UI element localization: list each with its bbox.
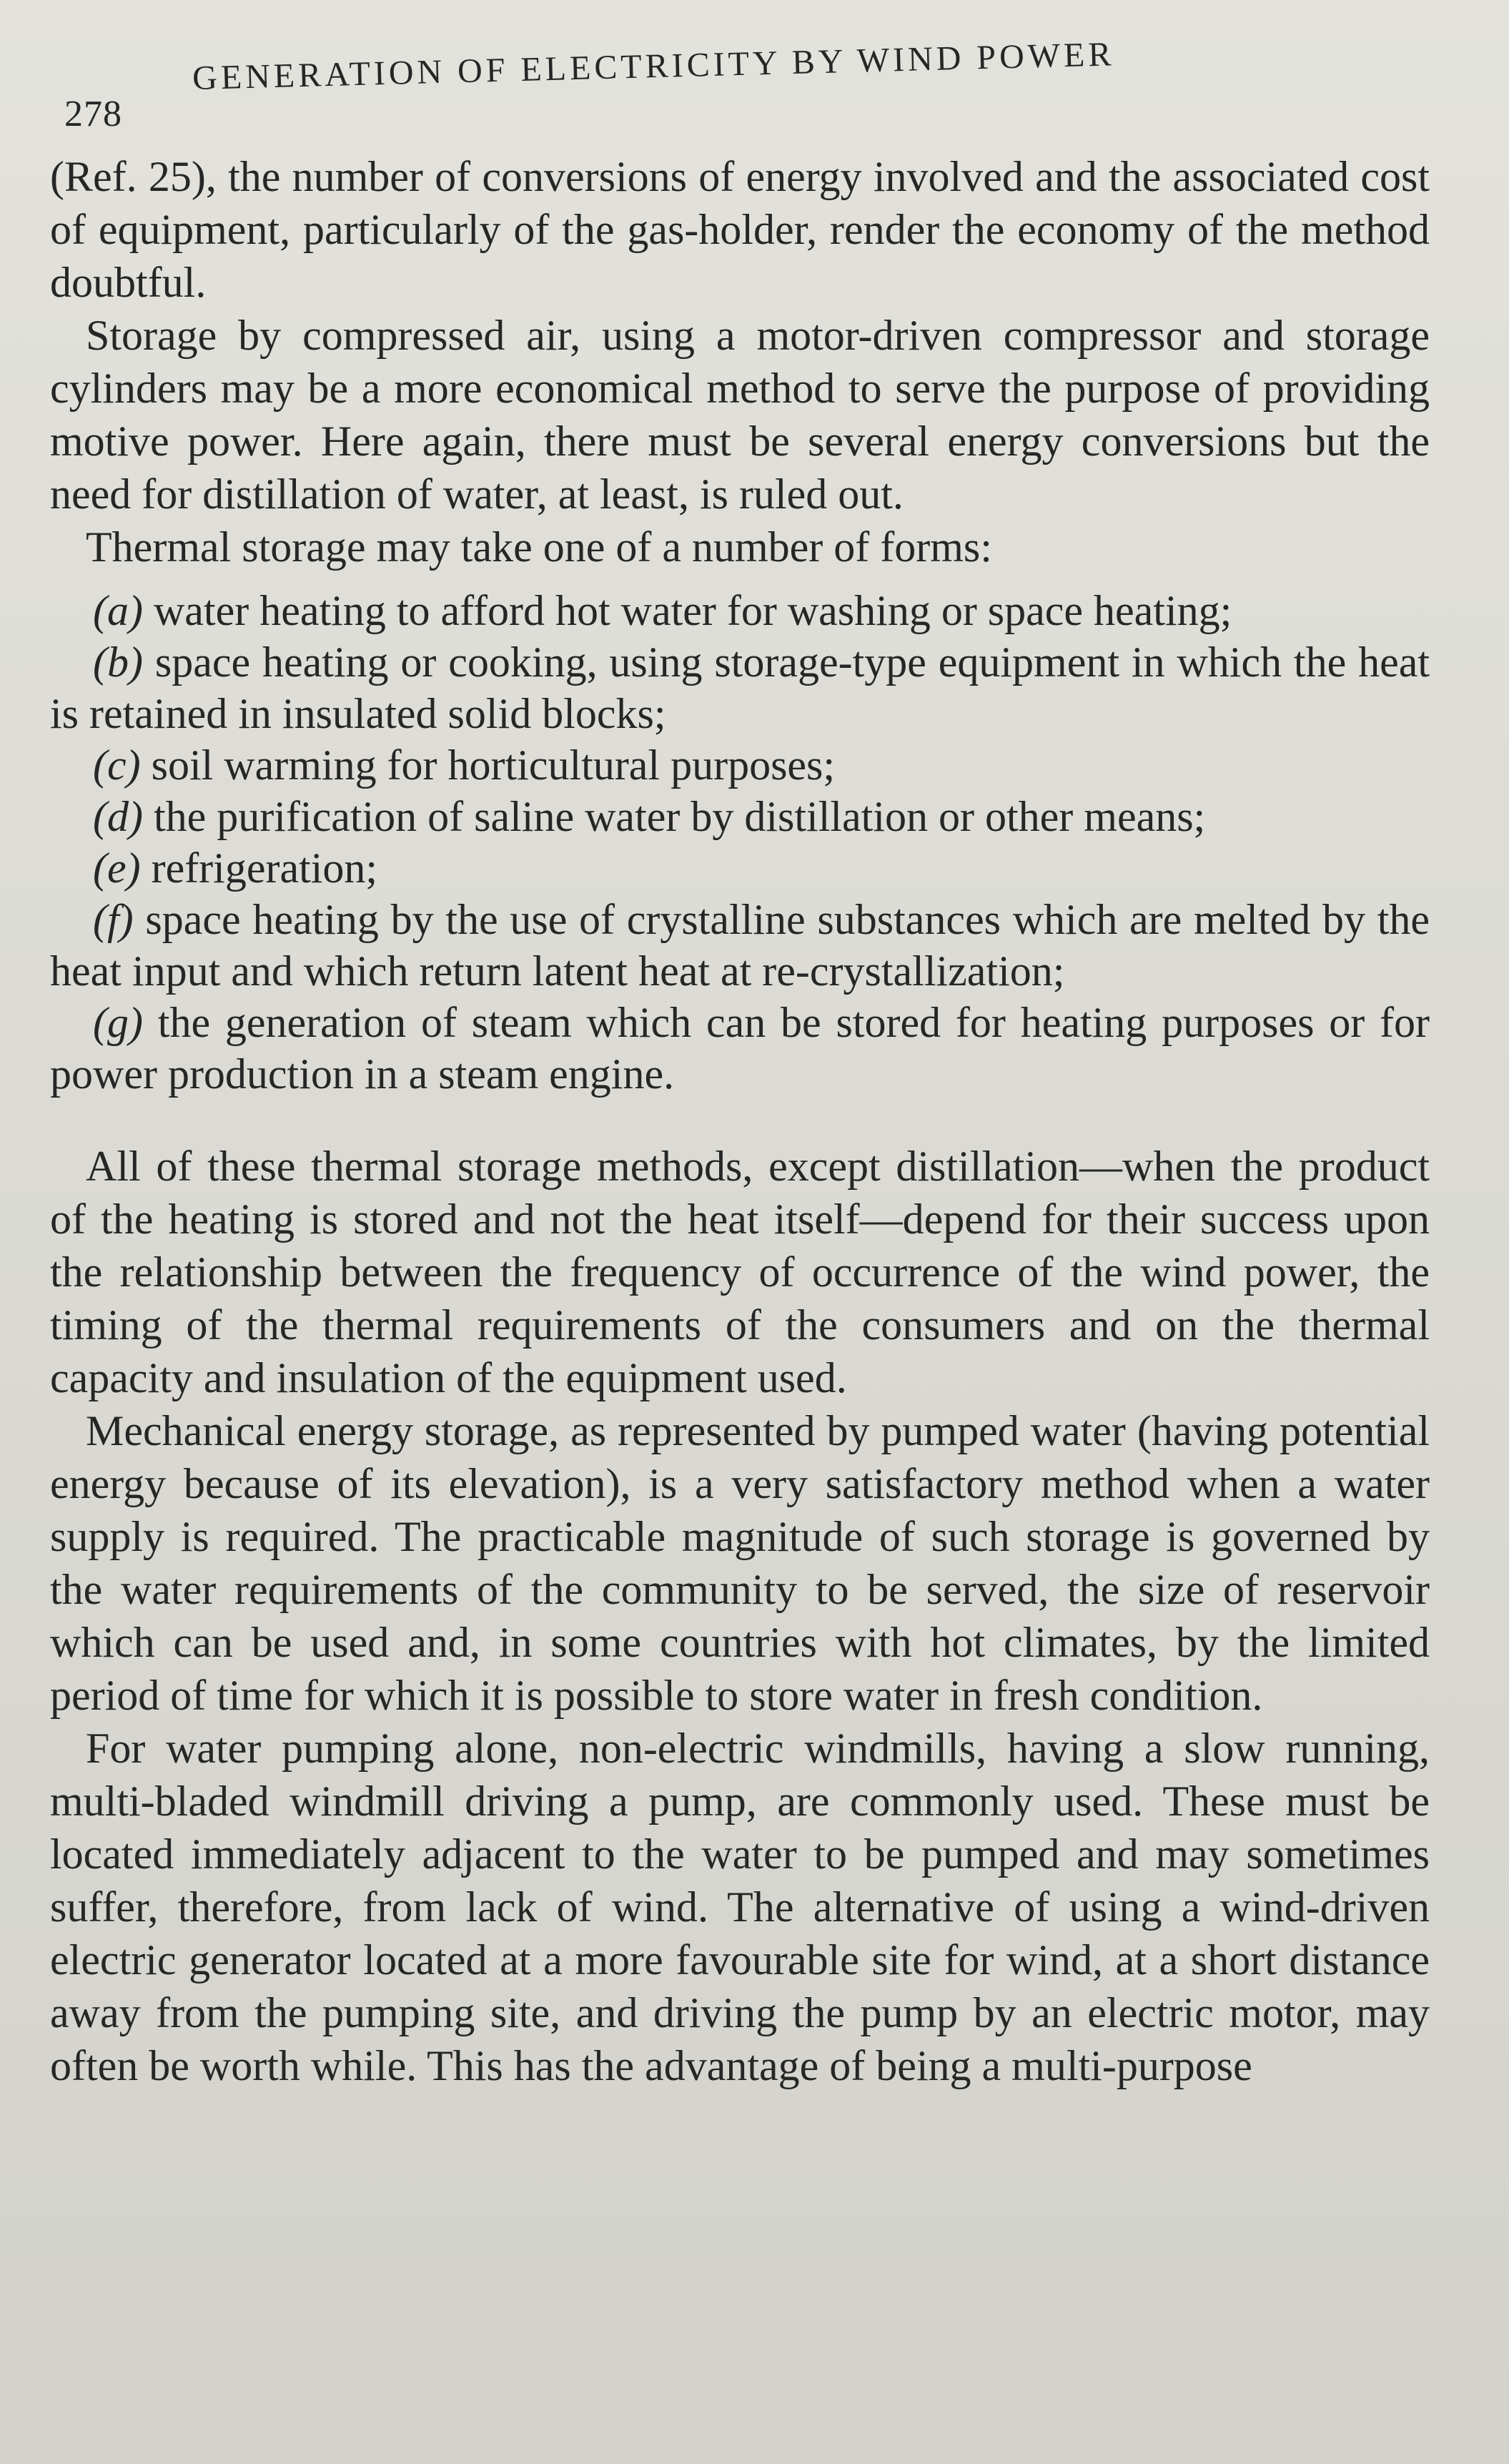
page-header xyxy=(50,29,1430,150)
list-item-text: soil warming for horticultural purposes; xyxy=(151,741,836,789)
list-item-label: (a) xyxy=(93,587,143,634)
list-item xyxy=(50,791,1430,842)
list-item-label: (f) xyxy=(93,896,134,943)
list-item-text: space heating by the use of crystalline substances which are melted by the heat input and which return latent heat at re-crystallization; xyxy=(50,896,1430,995)
paragraph-water-pumping: For water pumping alone, non-electric windmills, having a slow running, multi-bladed windmill driving a pump, are commonly used. These must be located immediately adjacent to the water to be pumped and may sometimes suffer, therefore, from lack of wind. The alternative of using a wind-driven electric generator located at a more favourable site for wind, at a short distance away from the pumping site, and driving the pump by an electric motor, may often be worth while. This has the advantage of being a multi-purpose xyxy=(50,1725,1430,2089)
list-item xyxy=(50,894,1430,997)
paragraph-thermal-methods: All of these thermal storage methods, except distillation—when the product of the heating is stored and not the heat itself—depend for their success upon the relationship between the frequency of occurrence of the wind power, the timing of the thermal requirements of the consumers and on the thermal capacity and insulation of the equipment used. xyxy=(50,1143,1430,1401)
list-item-text: the purification of saline water by distillation or other means; xyxy=(153,793,1206,840)
list-item-label: (b) xyxy=(93,639,143,686)
list-item xyxy=(50,842,1430,894)
list-item xyxy=(50,636,1430,739)
list-item-text: water heating to afford hot water for washing or space heating; xyxy=(153,587,1232,634)
paragraph-compressed-air: Storage by compressed air, using a motor-driven compressor and storage cylinders may be a more economical method to serve the purpose of providing motive power. Here again, there must be several energy conversions but the need for distillation of water, at least, is ruled out. xyxy=(50,312,1430,518)
paragraph-continued: (Ref. 25), the number of conversions of energy involved and the associated cost of equipment, particularly of the gas-holder, render the economy of the method doubtful. xyxy=(50,153,1430,306)
thermal-storage-forms-list xyxy=(50,585,1430,1100)
paragraph-mechanical-storage: Mechanical energy storage, as represented by pumped water (having potential energy because of its elevation), is a very satisfactory method when a water supply is required. The practicable magnitude of such storage is governed by the water requirements of the community to be served, the size of reservoir which can be used and, in some countries with hot climates, by the limited period of time for which it is possible to store water in fresh condition. xyxy=(50,1407,1430,1719)
list-item xyxy=(50,739,1430,791)
paragraph-thermal-storage-intro: Thermal storage may take one of a number of forms: xyxy=(86,523,992,571)
list-item-label: (e) xyxy=(93,844,141,892)
page-number: 278 xyxy=(64,94,122,134)
list-item xyxy=(50,997,1430,1100)
page-content xyxy=(50,29,1430,2092)
running-title: GENERATION OF ELECTRICITY BY WIND POWER xyxy=(192,35,1116,98)
list-item-text: the generation of steam which can be stored for heating purposes or for power production in a steam engine. xyxy=(50,999,1430,1098)
list-item-label: (c) xyxy=(93,741,141,789)
list-item-label: (g) xyxy=(93,999,143,1046)
list-item-label: (d) xyxy=(93,793,143,840)
list-item-text: space heating or cooking, using storage-type equipment in which the heat is retained in insulated solid blocks; xyxy=(50,639,1430,737)
list-item-text: refrigeration; xyxy=(151,844,378,892)
list-item xyxy=(50,585,1430,636)
